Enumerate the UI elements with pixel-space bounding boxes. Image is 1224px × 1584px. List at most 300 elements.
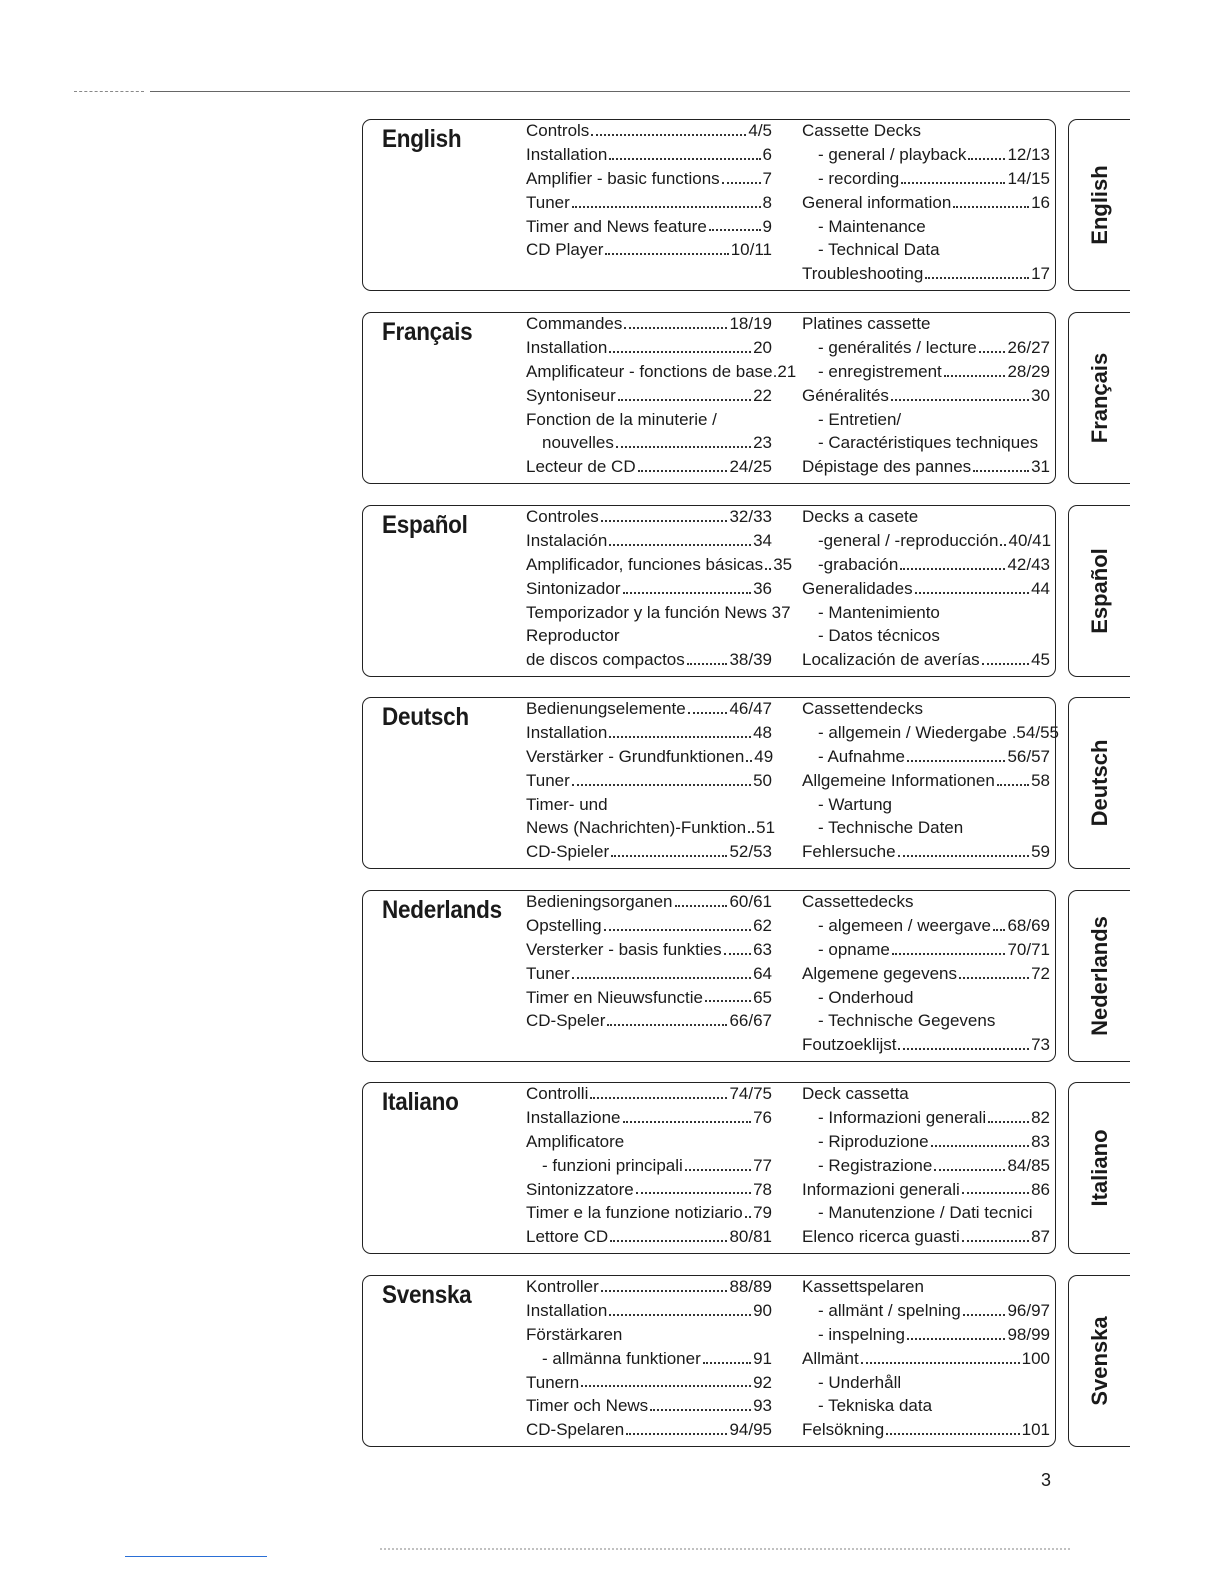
- toc-entry-label: Controls: [526, 120, 590, 140]
- toc-entry-label: Amplificateur - fonctions de base.21: [526, 361, 797, 381]
- toc-entry: [802, 1323, 1050, 1347]
- toc-entry-label: CD-Speler: [526, 1011, 606, 1031]
- toc-entry-page: 72: [1031, 963, 1050, 983]
- dot-leader: [997, 784, 1029, 786]
- toc-entry: [526, 1225, 772, 1249]
- toc-entry-label: Reproductor: [526, 626, 620, 646]
- dot-leader: [590, 1097, 727, 1099]
- toc-entry-page: 7: [762, 168, 772, 188]
- toc-entry-label: - recording: [818, 168, 900, 188]
- language-tab: [1068, 119, 1130, 291]
- toc-entry-label: - funzioni principali: [542, 1155, 683, 1175]
- toc-entry-label: Fonction de la minuterie /: [526, 409, 717, 429]
- toc-entry-page: 38/39: [729, 650, 772, 670]
- toc-entry-label: Tuner: [526, 192, 570, 212]
- toc-entry: [802, 1347, 1050, 1371]
- dot-leader: [953, 206, 1029, 208]
- toc-entry: [526, 577, 772, 601]
- toc-entry-page: 94/95: [729, 1420, 772, 1440]
- toc-entry: [802, 601, 1050, 625]
- toc-entry-page: 70/71: [1007, 939, 1050, 959]
- language-section: [0, 119, 1224, 299]
- toc-entry-page: 96/97: [1007, 1300, 1050, 1320]
- dot-leader: [944, 375, 1006, 377]
- toc-entry: [802, 505, 1050, 529]
- toc-entry: [802, 143, 1050, 167]
- toc-entry: [526, 1009, 772, 1033]
- dot-leader: [638, 470, 728, 472]
- toc-entry: [526, 648, 772, 672]
- toc-entry-page: 91: [753, 1348, 772, 1368]
- toc-entry-page: 82: [1031, 1107, 1050, 1127]
- toc-entry-page: 65: [753, 987, 772, 1007]
- toc-entry-page: 88/89: [729, 1276, 772, 1296]
- toc-entry: [802, 553, 1050, 577]
- toc-entry-label: -grabación: [818, 554, 899, 574]
- toc-entry-label: - Caractéristiques techniques: [818, 433, 1039, 453]
- language-section: [0, 890, 1224, 1070]
- toc-entry-label: Timer e la funzione notiziario: [526, 1203, 743, 1223]
- toc-entry-label: Généralités: [802, 385, 889, 405]
- dot-leader: [993, 929, 1006, 931]
- toc-entry: [802, 840, 1050, 864]
- toc-entry: [802, 624, 1050, 648]
- toc-entry-page: 16: [1031, 192, 1050, 212]
- toc-entry-page: 32/33: [729, 506, 772, 526]
- toc-entry: [526, 890, 772, 914]
- language-section: [0, 312, 1224, 492]
- toc-entry: [802, 262, 1050, 286]
- toc-entry-page: 86: [1031, 1179, 1050, 1199]
- toc-entry-label: - Registrazione: [818, 1155, 933, 1175]
- toc-entry-label: nouvelles: [542, 433, 614, 453]
- toc-entry: [802, 215, 1050, 239]
- toc-entry-label: -general / -reproducción: [818, 530, 999, 550]
- toc-entry: [526, 1178, 772, 1202]
- dot-leader: [604, 929, 751, 931]
- language-tab-label: Français: [1086, 352, 1112, 444]
- dot-leader: [891, 399, 1029, 401]
- left-column: [526, 312, 797, 479]
- dot-leader: [765, 568, 771, 570]
- dot-leader: [898, 1048, 1029, 1050]
- right-column: [802, 119, 1050, 286]
- dot-leader: [636, 1192, 751, 1194]
- dot-leader: [746, 760, 752, 762]
- toc-entry-label: Fehlersuche: [802, 842, 896, 862]
- right-column: [802, 697, 1059, 864]
- dot-leader: [685, 1169, 751, 1171]
- toc-entry: [526, 1130, 772, 1154]
- toc-entry: [802, 1394, 1050, 1418]
- toc-entry: [526, 624, 772, 648]
- toc-entry-label: Timer and News feature: [526, 216, 707, 236]
- toc-entry-page: 6: [762, 144, 772, 164]
- toc-entry-label: - Technical Data: [818, 240, 940, 260]
- toc-entry-page: 76: [753, 1107, 772, 1127]
- dot-leader: [968, 158, 1005, 160]
- toc-entry: [526, 336, 772, 360]
- toc-entry: [526, 1347, 772, 1371]
- toc-entry-label: Foutzoeklijst: [802, 1035, 897, 1055]
- toc-entry: [526, 793, 772, 817]
- toc-entry-label: - Datos técnicos: [818, 626, 940, 646]
- toc-entry-page: 60/61: [729, 891, 772, 911]
- toc-entry-page: 35: [773, 554, 793, 574]
- toc-entry-label: - inspelning: [818, 1324, 905, 1344]
- toc-entry-label: - Underhåll: [818, 1372, 902, 1392]
- toc-entry-label: Cassettendecks: [802, 698, 923, 718]
- toc-entry-page: 98/99: [1007, 1324, 1050, 1344]
- toc-entry-page: 17: [1031, 264, 1050, 284]
- right-column: [802, 890, 1050, 1057]
- language-title: Italiano: [382, 1088, 459, 1116]
- dot-leader: [745, 1216, 751, 1218]
- toc-entry-label: Förstärkaren: [526, 1324, 623, 1344]
- toc-entry: [526, 1323, 772, 1347]
- left-column: [526, 1275, 772, 1442]
- toc-entry: [526, 1299, 772, 1323]
- toc-entry: [526, 914, 772, 938]
- toc-entry-label: Tuner: [526, 770, 570, 790]
- toc-entry: [802, 890, 1050, 914]
- toc-entry-label: - Entretien/: [818, 409, 902, 429]
- toc-entry: [526, 840, 772, 864]
- left-column: [526, 505, 793, 672]
- toc-entry-label: - enregistrement: [818, 361, 942, 381]
- toc-entry-label: Felsökning: [802, 1420, 885, 1440]
- toc-entry-label: Bedienungselemente: [526, 698, 686, 718]
- dot-leader: [572, 977, 751, 979]
- toc-entry: [526, 167, 772, 191]
- toc-entry-label: - Informazioni generali: [818, 1107, 987, 1127]
- language-tab: [1068, 1082, 1130, 1254]
- toc-entry-label: CD-Spieler: [526, 842, 610, 862]
- toc-entry-label: Allgemeine Informationen: [802, 770, 995, 790]
- language-title: Français: [382, 318, 473, 346]
- toc-entry-page: 59: [1031, 842, 1050, 862]
- toc-entry-label: Localización de averías: [802, 650, 980, 670]
- dot-leader: [900, 568, 1005, 570]
- right-column: [802, 1082, 1050, 1249]
- dot-leader: [675, 905, 728, 907]
- dot-leader: [611, 855, 727, 857]
- toc-entry-page: 45: [1031, 650, 1050, 670]
- dot-leader: [616, 446, 751, 448]
- toc-entry-label: - Technische Daten: [818, 818, 964, 838]
- bottom-rule: [125, 1556, 267, 1557]
- toc-entry-label: Installation: [526, 722, 608, 742]
- toc-entry-label: Kassettspelaren: [802, 1276, 924, 1296]
- language-title: English: [382, 125, 462, 153]
- toc-entry-label: General information: [802, 192, 952, 212]
- toc-entry-label: Timer en Nieuwsfunctie: [526, 987, 703, 1007]
- toc-entry-label: - Riproduzione: [818, 1131, 929, 1151]
- language-section: [0, 505, 1224, 685]
- toc-entry-label: Algemene gegevens: [802, 963, 958, 983]
- toc-entry-page: 20: [753, 337, 772, 357]
- toc-entry-page: 68/69: [1007, 915, 1050, 935]
- toc-entry-label: Opstelling: [526, 915, 602, 935]
- dot-leader: [609, 158, 760, 160]
- left-column: [526, 119, 772, 262]
- toc-entry-page: 18/19: [729, 313, 772, 333]
- dot-leader: [709, 229, 761, 231]
- language-section: [0, 1275, 1224, 1455]
- dot-leader: [963, 1314, 1006, 1316]
- toc-entry-page: 80/81: [729, 1227, 772, 1247]
- dot-leader: [925, 277, 1029, 279]
- left-column: [526, 697, 776, 864]
- dot-leader: [609, 544, 751, 546]
- toc-entry: [802, 455, 1050, 479]
- toc-entry-label: Installation: [526, 1300, 608, 1320]
- toc-entry: [526, 601, 791, 625]
- dot-leader: [901, 182, 1005, 184]
- toc-entry-page: 42/43: [1007, 554, 1050, 574]
- toc-entry-page: 31: [1031, 457, 1050, 477]
- toc-entry: [802, 721, 1059, 745]
- toc-entry: [526, 529, 772, 553]
- toc-entry-page: 56/57: [1007, 746, 1050, 766]
- language-tab-label: Italiano: [1086, 1129, 1112, 1207]
- dot-leader: [572, 206, 761, 208]
- toc-entry: [526, 1394, 772, 1418]
- language-title: Svenska: [382, 1281, 472, 1309]
- toc-entry-label: Decks a casete: [802, 506, 919, 526]
- language-tab: [1068, 890, 1130, 1062]
- toc-entry-page: 93: [753, 1396, 772, 1416]
- dot-leader: [1000, 544, 1006, 546]
- toc-entry-label: Verstärker - Grundfunktionen: [526, 746, 745, 766]
- dot-leader: [703, 1362, 751, 1364]
- toc-entry-label: - Maintenance: [818, 216, 926, 236]
- toc-entry-label: Lecteur de CD: [526, 457, 636, 477]
- toc-entry-page: 44: [1031, 578, 1050, 598]
- dot-leader: [607, 1024, 727, 1026]
- toc-entry: [802, 962, 1050, 986]
- toc-entry-label: Elenco ricerca guasti: [802, 1227, 960, 1247]
- toc-entry: [802, 408, 1050, 432]
- left-column: [526, 1082, 772, 1249]
- toc-entry-label: - Onderhoud: [818, 987, 914, 1007]
- toc-entry: [526, 191, 772, 215]
- toc-entry: [526, 1154, 772, 1178]
- toc-entry: [526, 238, 772, 262]
- toc-entry: [802, 119, 1050, 143]
- toc-entry-page: 84/85: [1007, 1155, 1050, 1175]
- toc-entry-label: CD-Spelaren: [526, 1420, 625, 1440]
- toc-entry-label: - Wartung: [818, 794, 893, 814]
- toc-entry-label: de discos compactos: [526, 650, 685, 670]
- scan-artifact-line: [380, 1548, 1070, 1550]
- toc-entry-label: Cassette Decks: [802, 120, 922, 140]
- toc-entry-page: 100: [1021, 1348, 1050, 1368]
- dot-leader: [907, 1338, 1006, 1340]
- language-tab-label: Español: [1086, 548, 1112, 634]
- toc-entry-label: - Mantenimiento: [818, 602, 940, 622]
- toc-entry-page: 101: [1021, 1420, 1050, 1440]
- toc-entry-page: 73: [1031, 1035, 1050, 1055]
- toc-entry: [526, 360, 797, 384]
- toc-entry-page: 46/47: [729, 698, 772, 718]
- toc-entry: [802, 1082, 1050, 1106]
- language-title: Español: [382, 511, 468, 539]
- toc-entry-label: Amplificatore: [526, 1131, 625, 1151]
- toc-entry-page: 9: [762, 216, 772, 236]
- toc-entry: [802, 1299, 1050, 1323]
- toc-entry-label: - general / playback: [818, 144, 967, 164]
- toc-entry: [526, 119, 772, 143]
- toc-entry-page: 22: [753, 385, 772, 405]
- toc-entry: [526, 938, 772, 962]
- toc-entry-page: 40/41: [1008, 530, 1052, 550]
- toc-entry: [526, 962, 772, 986]
- dot-leader: [609, 351, 751, 353]
- toc-entry-label: Lettore CD: [526, 1227, 609, 1247]
- toc-entry-label: - allgemein / Wiedergabe .54/55: [818, 722, 1059, 742]
- toc-entry-label: Informazioni generali: [802, 1179, 960, 1199]
- toc-entry-label: - allmänt / spelning: [818, 1300, 961, 1320]
- toc-entry-page: 10/11: [730, 240, 772, 260]
- dot-leader: [931, 1145, 1030, 1147]
- toc-entry-page: 83: [1031, 1131, 1050, 1151]
- toc-entry: [802, 529, 1050, 553]
- toc-entry: [802, 360, 1050, 384]
- toc-entry: [802, 1201, 1050, 1225]
- dot-leader: [624, 327, 727, 329]
- toc-entry-page: 78: [753, 1179, 772, 1199]
- toc-entry-label: Versterker - basis funkties: [526, 939, 722, 959]
- dot-leader: [601, 520, 728, 522]
- toc-entry: [802, 914, 1050, 938]
- toc-entry-label: - Manutenzione / Dati tecnici: [818, 1203, 1033, 1223]
- dot-leader: [982, 663, 1029, 665]
- toc-entry: [526, 986, 772, 1010]
- toc-entry: [802, 938, 1050, 962]
- toc-entry-label: Generalidades: [802, 578, 913, 598]
- toc-entry: [526, 769, 772, 793]
- toc-entry: [802, 431, 1050, 455]
- dot-leader: [650, 1409, 751, 1411]
- language-section: [0, 1082, 1224, 1262]
- toc-entry-label: Sintonizador: [526, 578, 621, 598]
- language-section: [0, 697, 1224, 877]
- language-tab: [1068, 1275, 1130, 1447]
- toc-entry-label: Tunern: [526, 1372, 580, 1392]
- toc-entry-label: Platines cassette: [802, 313, 931, 333]
- toc-entry: [802, 1178, 1050, 1202]
- toc-entry-page: 63: [753, 939, 772, 959]
- toc-entry: [526, 553, 793, 577]
- toc-entry-page: 23: [753, 433, 772, 453]
- toc-entry-page: 24/25: [729, 457, 772, 477]
- header-dash: [74, 91, 144, 92]
- toc-entry-page: 30: [1031, 385, 1050, 405]
- toc-entry-page: 62: [753, 915, 772, 935]
- toc-entry-label: Commandes: [526, 313, 623, 333]
- toc-entry: [802, 238, 1050, 262]
- dot-leader: [915, 592, 1030, 594]
- toc-entry-label: Installation: [526, 337, 608, 357]
- toc-entry: [526, 1275, 772, 1299]
- toc-entry: [802, 816, 1050, 840]
- toc-entry-label: Installazione: [526, 1107, 621, 1127]
- toc-entry-page: 26/27: [1007, 337, 1050, 357]
- toc-entry: [802, 336, 1050, 360]
- toc-entry-label: Temporizador y la función News 37: [526, 602, 791, 622]
- toc-entry: [526, 312, 772, 336]
- toc-entry-page: 14/15: [1007, 168, 1050, 188]
- toc-entry: [802, 1009, 1050, 1033]
- dot-leader: [687, 663, 728, 665]
- toc-entry-page: 34: [753, 530, 772, 550]
- toc-entry: [802, 793, 1050, 817]
- toc-entry-label: - algemeen / weergave: [818, 915, 991, 935]
- toc-entry: [526, 384, 772, 408]
- toc-entry: [526, 431, 772, 455]
- toc-entry-page: 48: [753, 722, 772, 742]
- dot-leader: [979, 351, 1006, 353]
- language-tab-label: Svenska: [1086, 1316, 1112, 1406]
- toc-entry-label: - allmänna funktioner: [542, 1348, 701, 1368]
- toc-entry: [802, 986, 1050, 1010]
- dot-leader: [705, 1000, 751, 1002]
- toc-entry-page: 77: [753, 1155, 772, 1175]
- toc-entry-label: Troubleshooting: [802, 264, 924, 284]
- toc-entry-page: 52/53: [729, 842, 772, 862]
- dot-leader: [601, 1290, 728, 1292]
- toc-entry: [526, 143, 772, 167]
- dot-leader: [724, 953, 752, 955]
- toc-entry-label: Allmänt: [802, 1348, 859, 1368]
- toc-entry: [802, 577, 1050, 601]
- toc-entry-label: - opname: [818, 939, 890, 959]
- toc-entry-page: 4/5: [748, 120, 772, 140]
- toc-entry-label: Bedieningsorganen: [526, 891, 673, 911]
- toc-entry: [526, 1106, 772, 1130]
- toc-entry: [526, 745, 772, 769]
- dot-leader: [618, 399, 751, 401]
- toc-entry: [802, 648, 1050, 672]
- dot-leader: [886, 1433, 1019, 1435]
- dot-leader: [861, 1362, 1020, 1364]
- dot-leader: [959, 977, 1029, 979]
- toc-entry: [802, 1130, 1050, 1154]
- toc-entry-label: News (Nachrichten)-Funktion: [526, 818, 747, 838]
- dot-leader: [898, 855, 1030, 857]
- toc-entry-page: 12/13: [1007, 144, 1050, 164]
- toc-entry-page: 66/67: [729, 1011, 772, 1031]
- toc-entry: [526, 455, 772, 479]
- toc-entry: [802, 1225, 1050, 1249]
- toc-entry: [526, 1418, 772, 1442]
- dot-leader: [609, 1314, 751, 1316]
- toc-entry-page: 51: [756, 818, 776, 838]
- toc-entry: [802, 191, 1050, 215]
- toc-entry: [802, 1418, 1050, 1442]
- dot-leader: [610, 1240, 727, 1242]
- right-column: [802, 1275, 1050, 1442]
- dot-leader: [934, 1169, 1005, 1171]
- dot-leader: [609, 736, 751, 738]
- toc-entry-page: 64: [753, 963, 772, 983]
- dot-leader: [623, 1121, 752, 1123]
- toc-entry-label: - Aufnahme: [818, 746, 905, 766]
- toc-entry: [802, 1106, 1050, 1130]
- toc-entry: [802, 745, 1050, 769]
- toc-entry: [802, 769, 1050, 793]
